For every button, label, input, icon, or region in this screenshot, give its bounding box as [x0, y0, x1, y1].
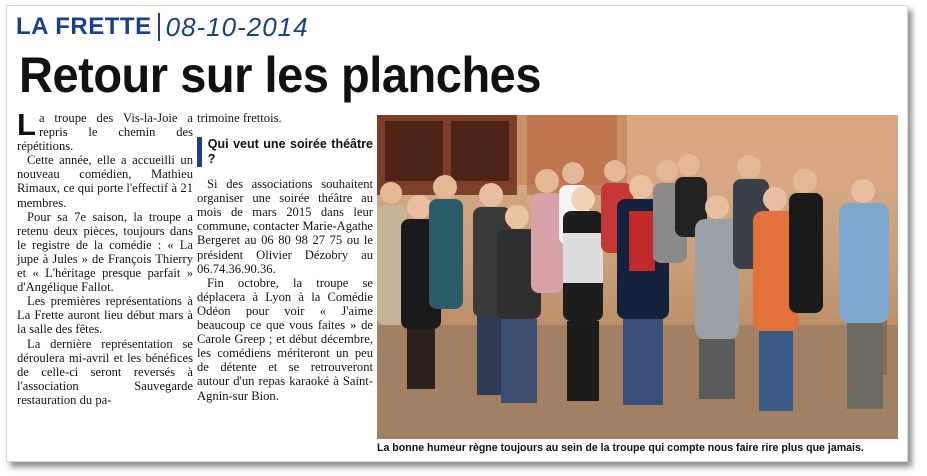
subheading-bar — [197, 137, 202, 167]
paragraph: Pour sa 7e saison, la troupe a retenu deux pièces, toujours dans le registre de la comédie : « La jupe à Jules » de François Thierry et « L'héritage presque parfait » d'Angélique Fallot. — [17, 209, 193, 295]
headline: Retour sur les planches — [19, 47, 542, 103]
paragraph: Cette année, elle a accueilli un nouveau comédien, Mathieu Rimaux, ce qui porte l'effectif à 21 membres. — [17, 153, 193, 210]
header-divider — [158, 13, 160, 41]
article-column-2 — [197, 111, 373, 403]
paragraph: La dernière représentation se déroulera mi-avril et les bénéfices de celle-ci seront reversés à l'association Sauvegarde restauration du pa- — [17, 336, 193, 407]
paragraph: Fin octobre, la troupe se déplacera à Lyon à la Comédie Odéon pour voir « J'aime beaucoup ce que vous faites » de Carole Greep ; et début décembre, les comédiens mériteront un peu de détente et se retrouveront autour d'un repas karaoké à Saint-Agnin-sur Bion. — [197, 275, 373, 403]
article-header — [16, 10, 309, 44]
paragraph: Les premières représentations à La Frette auront lieu début mars à la salle des fêtes. — [17, 294, 193, 337]
group-photo-illustration — [377, 115, 898, 439]
paragraph-continuation: trimoine frettois. — [197, 111, 282, 125]
drop-cap: L — [17, 107, 36, 142]
paragraph: Si des associations souhaitent organiser une soirée théâtre au mois de mars 2015 dans leur commune, contacter Marie-Agathe Bergeret au 06 80 98 27 75 ou le président Olivier Dézobry au 06.74.36.90.36. — [197, 177, 373, 276]
section-rubric: LA FRETTE — [16, 13, 152, 40]
newspaper-clipping — [6, 5, 908, 462]
subheading — [197, 137, 373, 167]
photo-caption: La bonne humeur règne toujours au sein de la troupe qui compte nous faire rire plus que jamais. — [377, 442, 864, 454]
publication-date: 08-10-2014 — [165, 11, 309, 42]
article-column-1 — [17, 107, 193, 407]
paragraph: La troupe des Vis-la-Joie a repris le chemin des répétitions. — [17, 107, 193, 154]
group-photo — [377, 115, 898, 439]
subheading-text: Qui veut une soirée théâtre ? — [207, 137, 373, 167]
